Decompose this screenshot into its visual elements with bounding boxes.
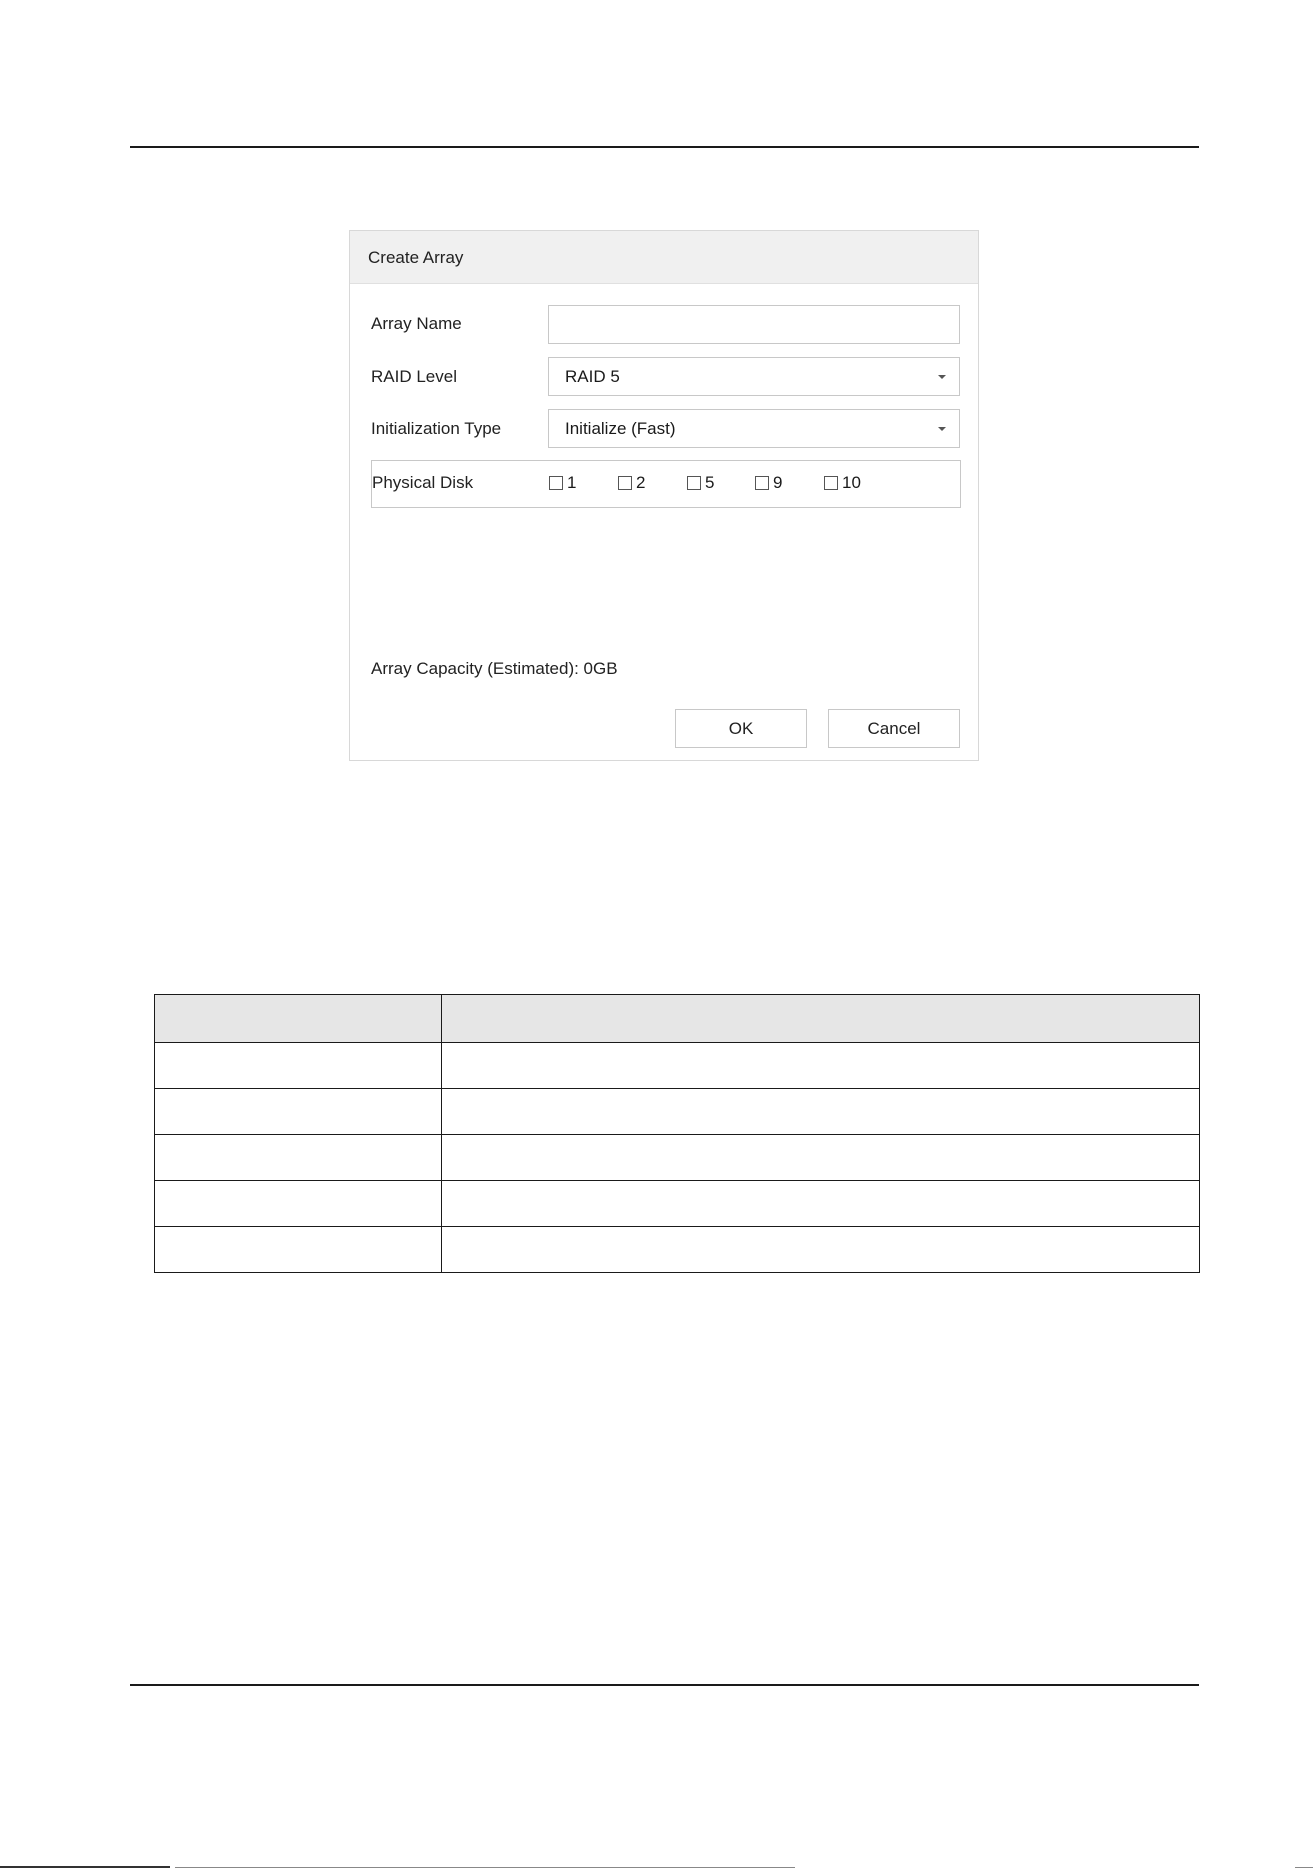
table-cell bbox=[442, 1135, 1200, 1181]
disk-checkbox-10[interactable]: 10 bbox=[824, 473, 861, 493]
table-cell bbox=[155, 1043, 442, 1089]
init-type-value: Initialize (Fast) bbox=[565, 419, 676, 438]
disk-checkbox-5[interactable]: 5 bbox=[687, 473, 714, 493]
checkbox-icon[interactable] bbox=[755, 476, 769, 490]
table-row bbox=[155, 1043, 1200, 1089]
table-row bbox=[155, 1135, 1200, 1181]
table-cell bbox=[155, 1227, 442, 1273]
table-cell bbox=[442, 1089, 1200, 1135]
chevron-down-icon bbox=[938, 427, 946, 431]
header-rule bbox=[130, 146, 1199, 148]
physical-disk-label: Physical Disk bbox=[372, 473, 474, 492]
dialog-title: Create Array bbox=[350, 231, 978, 284]
physical-disk-group bbox=[371, 460, 961, 508]
table-cell bbox=[442, 1043, 1200, 1089]
init-type-select[interactable] bbox=[548, 409, 960, 448]
table-header-cell bbox=[442, 995, 1200, 1043]
parameter-table bbox=[154, 994, 1200, 1273]
footer-rule bbox=[130, 1684, 1199, 1686]
chevron-down-icon bbox=[938, 375, 946, 379]
disk-checkbox-1[interactable]: 1 bbox=[549, 473, 576, 493]
disk-checkbox-2[interactable]: 2 bbox=[618, 473, 645, 493]
init-type-label: Initialization Type bbox=[371, 419, 502, 438]
create-array-dialog bbox=[349, 230, 979, 761]
array-name-label: Array Name bbox=[371, 314, 462, 333]
table-cell bbox=[155, 1089, 442, 1135]
checkbox-icon[interactable] bbox=[687, 476, 701, 490]
disk-checkbox-9[interactable]: 9 bbox=[755, 473, 782, 493]
table-row bbox=[155, 1227, 1200, 1273]
raid-level-value: RAID 5 bbox=[565, 367, 620, 386]
raid-level-select[interactable] bbox=[548, 357, 960, 396]
cancel-button[interactable]: Cancel bbox=[828, 709, 960, 748]
raid-level-label: RAID Level bbox=[371, 367, 457, 386]
table-cell bbox=[442, 1181, 1200, 1227]
ok-button[interactable]: OK bbox=[675, 709, 807, 748]
checkbox-icon[interactable] bbox=[618, 476, 632, 490]
table-header-cell bbox=[155, 995, 442, 1043]
table-cell bbox=[155, 1181, 442, 1227]
array-name-input[interactable] bbox=[548, 305, 960, 344]
table-cell bbox=[442, 1227, 1200, 1273]
footer-artifact bbox=[0, 1864, 1313, 1873]
table-row bbox=[155, 1181, 1200, 1227]
table-cell bbox=[155, 1135, 442, 1181]
checkbox-icon[interactable] bbox=[824, 476, 838, 490]
table-row bbox=[155, 1089, 1200, 1135]
table-header-row bbox=[155, 995, 1200, 1043]
array-capacity: Array Capacity (Estimated): 0GB bbox=[371, 659, 618, 678]
checkbox-icon[interactable] bbox=[549, 476, 563, 490]
